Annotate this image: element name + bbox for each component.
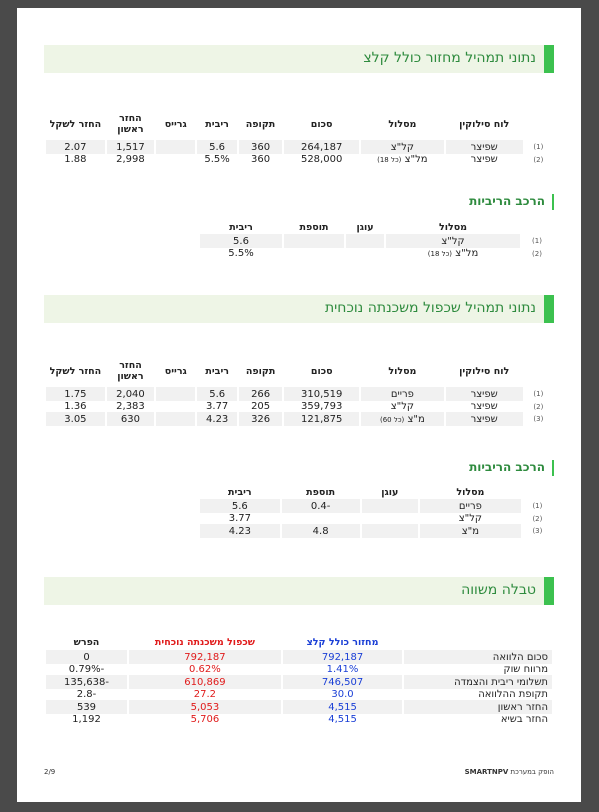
col-return-per-shekel: החזר לשקל <box>49 118 102 130</box>
col-period: תקופה <box>245 118 276 130</box>
col-board: לוח סילוקין <box>459 118 510 130</box>
subheader-accent-bar <box>552 194 554 210</box>
table-row: (2) שפיצר מל"צ (כל 18) 528,000 360 5.5% 2,998 1.88 <box>64 154 544 165</box>
table-row: (2) מל"צ (כל 18) 5.5% <box>228 248 542 259</box>
col-amount: סכום <box>310 118 333 130</box>
brand-name: SMARTNPV <box>464 768 509 776</box>
col-grace: גרייס <box>164 118 187 130</box>
section-title: נתוני תמהיל מחזור כולל קלצ <box>363 50 536 66</box>
page-number: 2/9 <box>44 768 56 776</box>
table-row: (3) מ"צ 4.8 4.23 <box>200 524 552 538</box>
rates-table-1: מסלול עוגן תוספת ריבית (1) קל"צ 5.6 (2) מל"צ (כל 18) 5.5% <box>198 220 554 259</box>
comparison-table: מחזור כולל קלצ שכפול משכנתה נוכחית הפרש סכום הלוואה 792,187 792,187 0 מרווח שוק 1.41% 0.62% -0.79% תשלומי ריבית והצמדה 746,507 610,869 -135,638 תקופת ההלוואה 30.0 27.2 -2.8 החזר ראשון 4,515 5,053 539 החזר בשיא 4,515 5,706 1,192 <box>44 634 554 725</box>
table-row: (1) שפיצר קל"צ 264,187 360 5.6 1,517 2.07 <box>46 140 552 154</box>
mix-table-2: לוח סילוקין מסלול סכום תקופה ריבית גרייס החזר ראשון החזר לשקל (1) שפיצר פריים 310,519 266 5.6 2,040 1.75 (2) שפיצר קל"צ 359,793 205 3.77 2,383 1.36 (3) שפיצר מ"צ (כל 60) 121,875 326 4.23 630 3.05 <box>44 355 554 426</box>
section-accent-bar <box>544 295 554 323</box>
section-header-comparison <box>44 577 554 605</box>
table-row: סכום הלוואה 792,187 792,187 0 <box>46 650 552 664</box>
table-row: החזר ראשון 4,515 5,053 539 <box>46 700 552 714</box>
table-row: תקופת ההלוואה 30.0 27.2 -2.8 <box>76 689 548 700</box>
col-track: מסלול <box>388 118 417 130</box>
table-row: מרווח שוק 1.41% 0.62% -0.79% <box>68 664 548 675</box>
rates-subheader-2: הרכב הריביות <box>417 460 554 476</box>
mix-table-1 <box>44 108 554 165</box>
rates-table-2: מסלול עוגן תוספת ריבית (1) פריים -0.4 5.6 (2) קל"צ 3.77 (3) מ"צ 4.8 4.23 <box>198 485 554 538</box>
section-accent-bar <box>544 577 554 605</box>
table-row: (1) קל"צ 5.6 <box>200 234 552 248</box>
table-row: (1) שפיצר פריים 310,519 266 5.6 2,040 1.75 <box>46 387 552 401</box>
section-title: טבלה משווה <box>461 582 536 598</box>
subheader-accent-bar <box>552 460 554 476</box>
table-row: (1) פריים -0.4 5.6 <box>200 499 552 513</box>
section-header-klatz <box>44 45 554 73</box>
table-row: (3) שפיצר מ"צ (כל 60) 121,875 326 4.23 630 3.05 <box>46 412 552 426</box>
section-accent-bar <box>544 45 554 73</box>
col-rate: ריבית <box>205 118 229 130</box>
section-header-current <box>44 295 554 323</box>
col-first-payment: החזר ראשון <box>117 113 144 135</box>
table-row: החזר בשיא 4,515 5,706 1,192 <box>72 714 548 725</box>
footer-credit: הופק במערכת SMARTNPV <box>464 768 554 776</box>
rates-subheader-1: הרכב הריביות <box>417 194 554 210</box>
table-row: (2) קל"צ 3.77 <box>228 513 543 524</box>
table-row: (2) שפיצר קל"צ 359,793 205 3.77 2,383 1.36 <box>64 401 544 412</box>
document-page <box>17 8 581 802</box>
section-title: נתוני תמהיל שכפול משכנתה נוכחית <box>324 300 536 316</box>
table-row: תשלומי ריבית והצמדה 746,507 610,869 -135,638 <box>46 675 552 689</box>
